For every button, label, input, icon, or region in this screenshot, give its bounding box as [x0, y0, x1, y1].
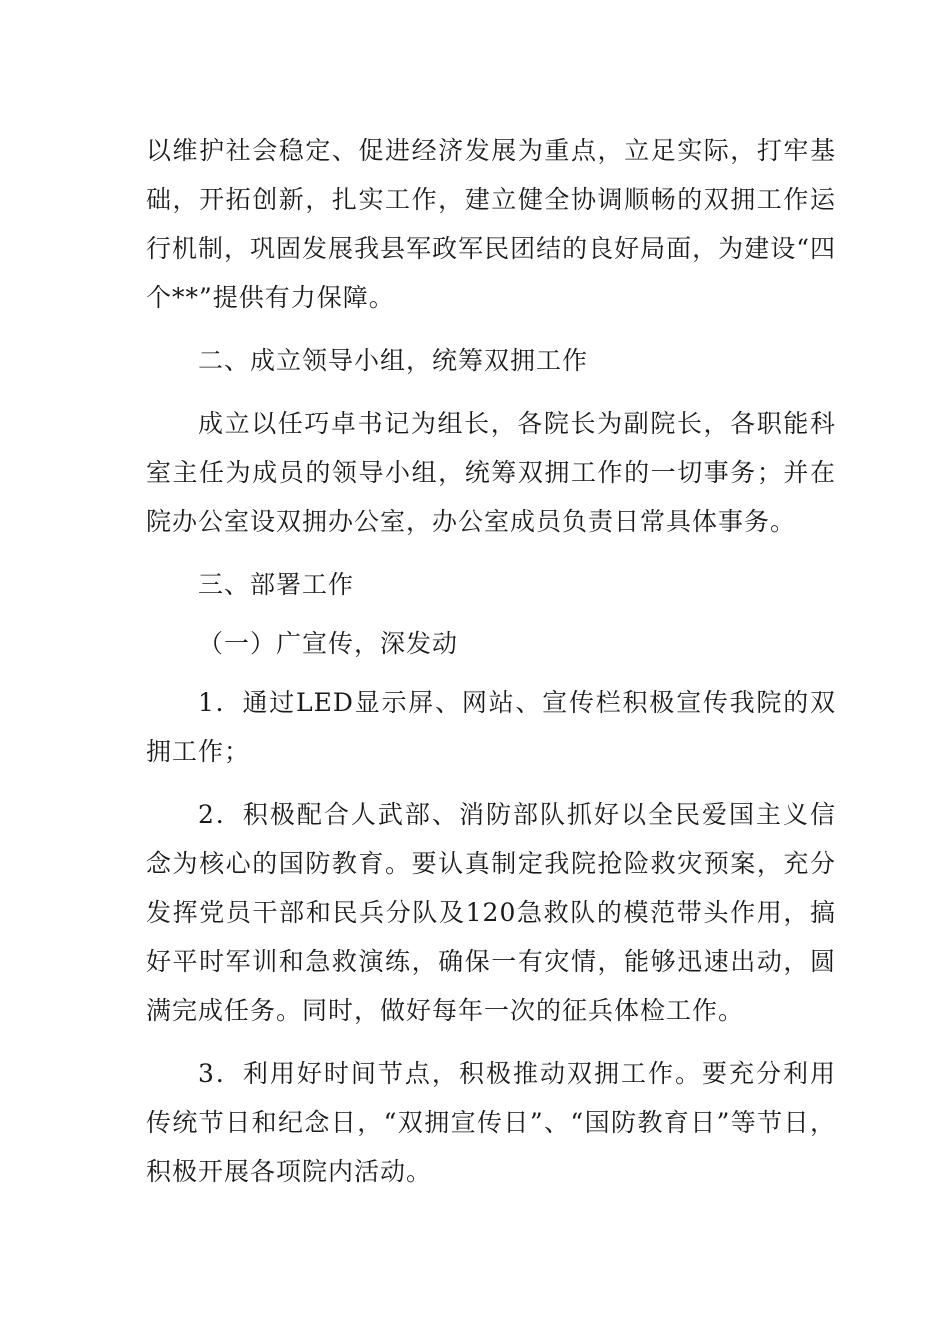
- document-page: [146, 126, 836, 1196]
- list-item-2: 2．积极配合人武部、消防部队抓好以全民爱国主义信念为核心的国防教育。要认真制定我院抢险救灾预案，充分发挥党员干部和民兵分队及120急救队的模范带头作用，搞好平时军训和急救演练，确保一有灾情，能够迅速出动，圆满完成任务。同时，做好每年一次的征兵体检工作。: [146, 800, 836, 1025]
- section-heading-2: 二、成立领导小组，统筹双拥工作: [198, 346, 589, 375]
- section-heading-3: 三、部署工作: [198, 570, 355, 599]
- subsection-heading-1: （一）广宣传，深发动: [198, 629, 459, 658]
- body-paragraph-continuation: 以维护社会稳定、促进经济发展为重点，立足实际，打牢基础，开拓创新，扎实工作，建立健全协调顺畅的双拥工作运行机制，巩固发展我县军政军民团结的良好局面，为建设“四个**”提供有力保障。: [146, 136, 836, 312]
- list-item-3: 3．利用好时间节点，积极推动双拥工作。要充分利用传统节日和纪念日，“双拥宣传日”、“国防教育日”等节日，积极开展各项院内活动。: [146, 1059, 836, 1186]
- body-paragraph-leadership: 成立以任巧卓书记为组长，各院长为副院长，各职能科室主任为成员的领导小组，统筹双拥工作的一切事务；并在院办公室设双拥办公室，办公室成员负责日常具体事务。: [146, 409, 836, 536]
- list-item-1: 1．通过LED显示屏、网站、宣传栏积极宣传我院的双拥工作；: [146, 688, 836, 766]
